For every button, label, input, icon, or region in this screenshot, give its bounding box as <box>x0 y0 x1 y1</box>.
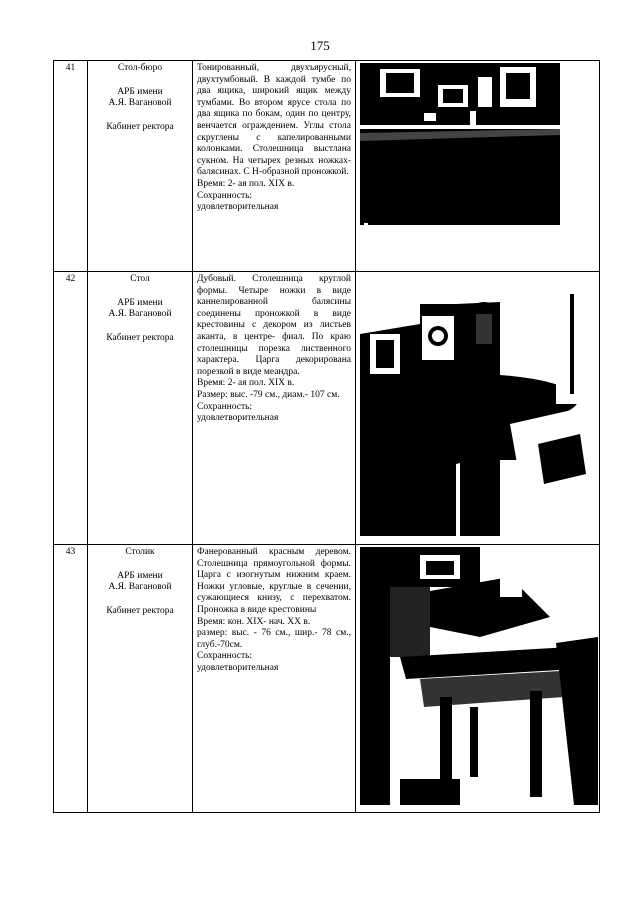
item-photo <box>360 274 598 536</box>
item-size: размер: выс. - 76 см., шир.- 78 см., глуб.-70см. <box>197 628 351 650</box>
condition-label: Сохранность: <box>197 190 253 201</box>
owner-line1: АРБ имени <box>117 297 163 308</box>
table-row <box>54 272 600 545</box>
item-number: 41 <box>54 61 88 272</box>
item-size: Размер: выс. -79 см., диам.- 107 см. <box>197 389 340 400</box>
condition-label: Сохранность: <box>197 651 253 662</box>
item-description-cell <box>193 61 356 272</box>
item-time: Время: 2- ая пол. XIX в. <box>197 378 295 389</box>
item-condition: удовлетворительная <box>197 202 279 213</box>
item-name-cell <box>88 272 193 545</box>
item-photo-cell <box>356 272 600 545</box>
owner-line1: АРБ имени <box>117 570 163 581</box>
item-name-cell <box>88 61 193 272</box>
item-description-cell <box>193 272 356 545</box>
item-photo <box>360 63 598 225</box>
item-location: Кабинет ректора <box>106 332 174 343</box>
item-description: Тонированный, двухъярусный, двухтумбовый. В каждой тумбе по два ящика, широкий ящик между тумбами. Во втором ярусе стола по два ящика по бокам, один по центру, венчается ограждением. Углы стола скруглены с капелированными колонками. Столешница выстлана сукном. На четырех резных ножках-балясинах. С Н-образной проножкой. <box>197 63 351 178</box>
item-location: Кабинет ректора <box>106 121 174 132</box>
owner-line2: А.Я. Вагановой <box>108 582 172 593</box>
owner-line1: АРБ имени <box>117 86 163 97</box>
item-name: Столик <box>125 547 155 557</box>
item-condition: удовлетворительная <box>197 413 279 424</box>
owner-line2: А.Я. Вагановой <box>108 309 172 320</box>
item-time: Время: 2- ая пол. XIX в. <box>197 178 295 189</box>
catalog-table <box>53 60 600 813</box>
item-name-cell <box>88 545 193 813</box>
table-row <box>54 61 600 272</box>
item-time: Время: кон. XIX- нач. XX в. <box>197 616 311 627</box>
condition-label: Сохранность: <box>197 401 253 412</box>
item-photo <box>360 547 598 805</box>
item-location: Кабинет ректора <box>106 605 174 616</box>
table-row <box>54 545 600 813</box>
item-condition: удовлетворительная <box>197 662 279 673</box>
item-number: 42 <box>54 272 88 545</box>
item-photo-cell <box>356 545 600 813</box>
item-name: Стол-бюро <box>117 63 163 73</box>
item-number: 43 <box>54 545 88 813</box>
owner-line2: А.Я. Вагановой <box>108 98 172 109</box>
item-photo-cell <box>356 61 600 272</box>
item-description-cell <box>193 545 356 813</box>
item-description: Дубовый. Столешница круглой формы. Четыре ножки в виде каннелированной балясины соединены проножкой в виде крестовины с декором из листьев аканта, в центре- фиал. По краю столешницы порезка лиственного характера. Царга декорирована порезкой в виде меандра. <box>197 274 351 377</box>
item-name: Стол <box>130 274 150 284</box>
page-number: 175 <box>310 38 330 53</box>
item-description: Фанерованный красным деревом. Столешница прямоугольной формы. Царга с изогнутым нижним краем. Ножки угловые, круглые в сечении, сужающиеся книзу, с перехватом. Проножка в виде крестовины <box>197 547 351 615</box>
